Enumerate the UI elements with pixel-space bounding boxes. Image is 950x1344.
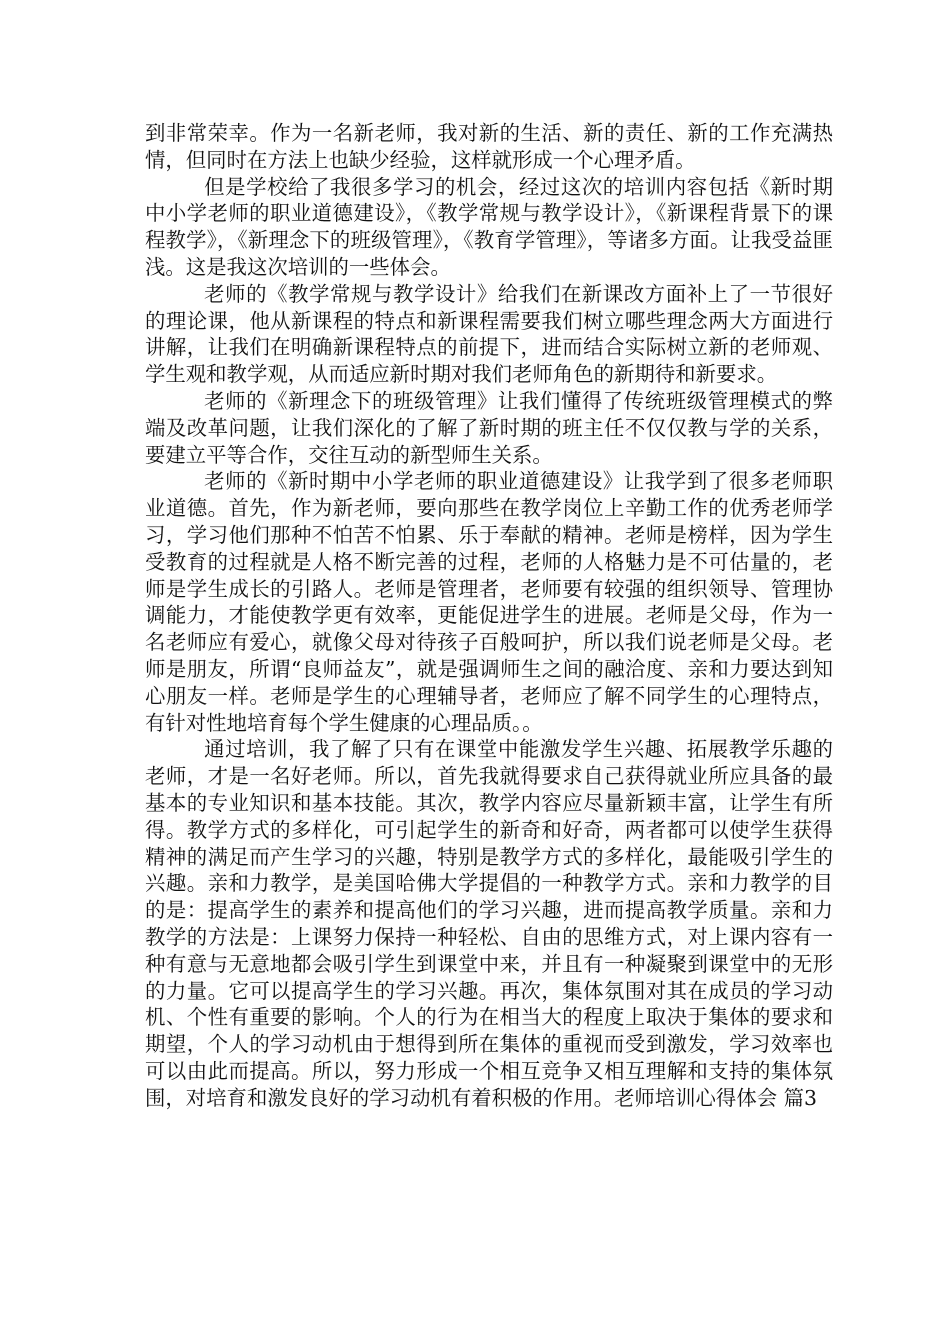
paragraph-3: 老师的《教学常规与教学设计》给我们在新课改方面补上了一节很好的理论课，他从新课程的特点和新课程需要我们树立哪些理念两大方面进行讲解，让我们在明确新课程特点的前提下，进而结合实际树立新的老师观、学生观和教学观，从而适应新时期对我们老师角色的新期待和新要求。 — [145, 281, 833, 387]
paragraph-5: 老师的《新时期中小学老师的职业道德建设》让我学到了很多老师职业道德。首先，作为新老师，要向那些在教学岗位上辛勤工作的优秀老师学习，学习他们那种不怕苦不怕累、乐于奉献的精神。老师是榜样，因为学生受教育的过程就是人格不断完善的过程，老师的人格魅力是不可估量的，老师是学生成长的引路人。老师是管理者，老师要有较强的组织领导、管理协调能力，才能使教学更有效率，更能促进学生的进展。老师是父母，作为一名老师应有爱心，就像父母对待孩子百般呵护，所以我们说老师是父母。老师是朋友，所谓“良师益友”，就是强调师生之间的融洽度、亲和力要达到知心朋友一样。老师是学生的心理辅导者，老师应了解不同学生的心理特点，有针对性地培育每个学生健康的心理品质。。 — [145, 469, 833, 735]
paragraph-2: 但是学校给了我很多学习的机会，经过这次的培训内容包括《新时期中小学老师的职业道德建设》，《教学常规与教学设计》，《新课程背景下的课程教学》，《新理念下的班级管理》，《教育学管理》，等诸多方面。让我受益匪浅。这是我这次培训的一些体会。 — [145, 174, 833, 279]
paragraph-1: 到非常荣幸。作为一名新老师，我对新的生活、新的责任、新的工作充满热情，但同时在方法上也缺少经验，这样就形成一个心理矛盾。 — [145, 121, 833, 172]
document-body — [145, 120, 833, 1111]
paragraph-4: 老师的《新理念下的班级管理》让我们懂得了传统班级管理模式的弊端及改革问题，让我们深化的了解了新时期的班主任不仅仅教与学的关系，要建立平等合作，交往互动的新型师生关系。 — [145, 388, 833, 467]
paragraph-6: 通过培训，我了解了只有在课堂中能激发学生兴趣、拓展教学乐趣的老师，才是一名好老师。所以，首先我就得要求自己获得就业所应具备的最基本的专业知识和基本技能。其次，教学内容应尽量新颖丰富，让学生有所得。教学方式的多样化，可引起学生的新奇和好奇，两者都可以使学生获得精神的满足而产生学习的兴趣，特别是教学方式的多样化，最能吸引学生的兴趣。亲和力教学，是美国哈佛大学提倡的一种教学方式。亲和力教学的目的是：提高学生的素养和提高他们的学习兴趣，进而提高教学质量。亲和力教学的方法是：上课努力保持一种轻松、自由的思维方式，对上课内容有一种有意与无意地都会吸引学生到课堂中来，并且有一种凝聚到课堂中的无形的力量。它可以提高学生的学习兴趣。再次，集体氛围对其在成员的学习动机、个性有重要的影响。个人的行为在相当大的程度上取决于集体的要求和期望，个人的学习动机由于想得到所在集体的重视而受到激发，学习效率也可以由此而提高。所以，努力形成一个相互竞争又相互理解和支持的集体氛围，对培育和激发良好的学习动机有着积极的作用。老师培训心得体会 篇3 — [145, 737, 833, 1110]
